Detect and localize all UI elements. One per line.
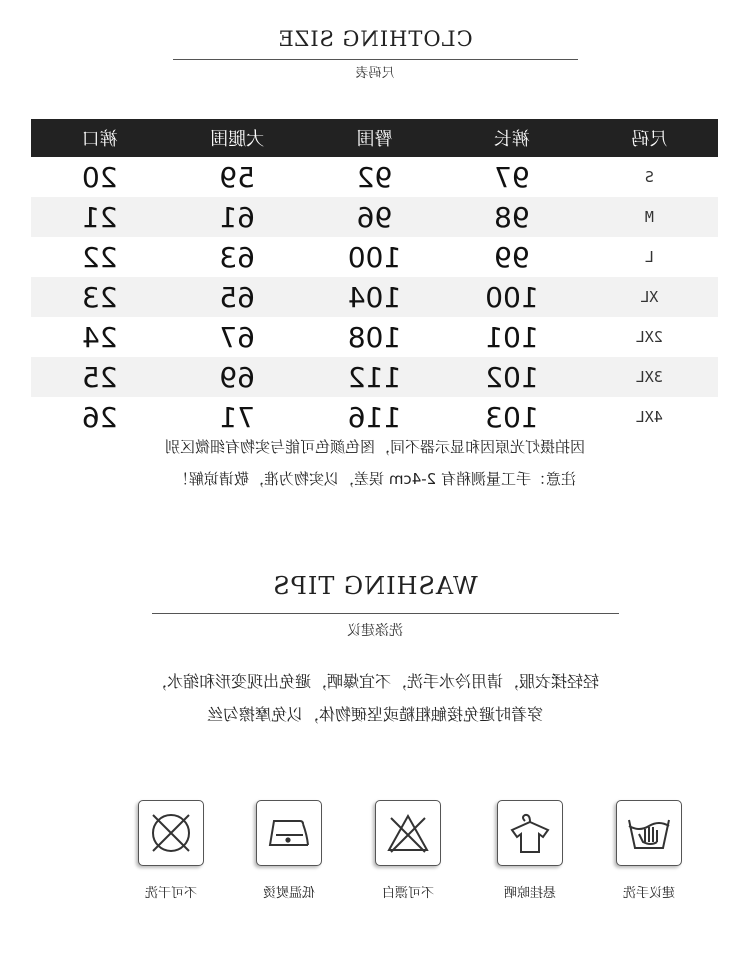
size-title-divider (173, 59, 578, 60)
length-cell: 99 (494, 240, 530, 274)
washing-title-divider (152, 613, 619, 614)
table-row (31, 157, 718, 197)
measurement-error-note: 注意：手工量测稍有 2-4cm 误差，以实物为准，敬请谅解！ (174, 470, 576, 488)
thigh-cell: 71 (219, 400, 255, 434)
table-row (31, 357, 718, 397)
size-section-subtitle: 尺码表 (355, 66, 395, 81)
care-label: 不可干洗 (145, 886, 198, 901)
size-cell: 2XL (635, 328, 663, 346)
color-difference-note: 因拍摄灯光原因和显示器不同，图色颜色可能与实物有细微区别 (165, 438, 586, 456)
leg-opening-cell: 26 (81, 400, 118, 434)
table-row (31, 197, 718, 237)
thigh-cell: 63 (219, 240, 255, 274)
hip-cell: 116 (347, 400, 402, 434)
table-row (31, 277, 718, 317)
leg-opening-cell: 25 (31, 357, 168, 397)
size-cell: S (644, 168, 654, 186)
care-label: 建议手洗 (623, 886, 676, 901)
length-cell: 98 (443, 197, 580, 237)
care-label: 悬挂晾晒 (504, 886, 557, 901)
care-item-hand-wash (589, 800, 709, 901)
care-item-low-iron (229, 800, 349, 901)
washing-section-subtitle: 洗涤建议 (347, 623, 403, 639)
leg-opening-cell: 24 (81, 320, 118, 354)
care-icons-row (0, 800, 750, 910)
care-label: 不可漂白 (382, 886, 435, 901)
care-label: 低温熨烫 (263, 886, 316, 901)
header-thigh: 大腿围 (168, 119, 305, 157)
header-length: 裤长 (443, 119, 580, 157)
leg-opening-cell: 22 (81, 240, 118, 274)
thigh-cell: 69 (168, 357, 305, 397)
length-cell: 100 (443, 277, 580, 317)
washing-section-title: WASHING TIPS (272, 572, 478, 600)
hip-cell: 96 (306, 197, 443, 237)
washing-tip-line-1: 轻轻揉衣服，请用冷水手洗，不宜爆晒，避免出现变形和缩水， (151, 672, 600, 691)
washing-tip-line-2: 穿着时避免接触粗糙或坚硬物体，以免摩擦勾丝 (207, 705, 544, 724)
low-iron-icon (256, 800, 322, 866)
care-item-no-dry-clean (111, 800, 231, 901)
table-row (31, 317, 718, 357)
length-cell: 102 (443, 357, 580, 397)
hand-wash-icon (616, 800, 682, 866)
care-item-hang-dry (470, 800, 590, 901)
leg-opening-cell: 23 (31, 277, 168, 317)
leg-opening-cell: 21 (31, 197, 168, 237)
header-hip: 臀围 (306, 119, 443, 157)
thigh-cell: 65 (168, 277, 305, 317)
length-cell: 103 (485, 400, 539, 434)
leg-opening-cell: 20 (81, 160, 118, 194)
size-cell: L (644, 248, 654, 266)
hang-dry-icon (497, 800, 563, 866)
length-cell: 97 (494, 160, 530, 194)
thigh-cell: 59 (219, 160, 255, 194)
hip-cell: 92 (356, 160, 393, 194)
hip-cell: 112 (306, 357, 443, 397)
hip-cell: 108 (347, 320, 402, 354)
no-dry-clean-icon (138, 800, 204, 866)
size-cell: M (581, 197, 718, 237)
size-table-header (31, 119, 718, 157)
thigh-cell: 61 (168, 197, 305, 237)
header-leg-opening: 裤口 (31, 119, 168, 157)
size-cell: XL (581, 277, 718, 317)
header-size: 尺码 (581, 119, 718, 157)
length-cell: 101 (485, 320, 539, 354)
size-table (31, 119, 718, 437)
table-row (31, 237, 718, 277)
care-item-no-bleach (348, 800, 468, 901)
size-cell: 4XL (635, 408, 663, 426)
hip-cell: 104 (306, 277, 443, 317)
table-row (31, 397, 718, 437)
no-bleach-icon (375, 800, 441, 866)
thigh-cell: 67 (219, 320, 255, 354)
size-cell: 3XL (581, 357, 718, 397)
hip-cell: 100 (347, 240, 402, 274)
size-section-title: CLOTHING SIZE (277, 27, 473, 51)
